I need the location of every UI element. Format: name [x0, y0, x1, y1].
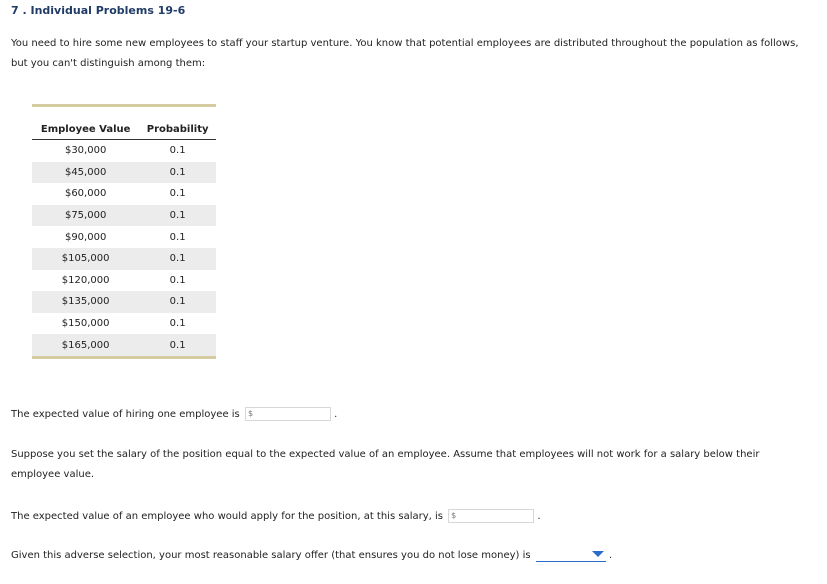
table-row: [32, 291, 216, 313]
employee-value-cell: $150,000: [61, 318, 110, 330]
sentence-period: .: [334, 409, 338, 420]
expected-value-prompt: The expected value of hiring one employee is: [11, 409, 240, 420]
applicant-value-question: [11, 507, 541, 527]
probability-cell: 0.1: [139, 162, 216, 184]
salary-offer-dropdown[interactable]: [536, 548, 606, 562]
table-row: [32, 248, 216, 270]
column-header-probability: Probability: [139, 106, 216, 140]
table-row: [32, 140, 216, 162]
probability-cell: 0.1: [169, 188, 186, 200]
employee-value-cell: $60,000: [64, 188, 107, 200]
intro-paragraph: You need to hire some new employees to staff your startup venture. You know that potential employees are distributed throughout the population as follows, but you can't distinguish among them:: [11, 38, 799, 69]
probability-cell: 0.1: [139, 334, 216, 357]
probability-cell: 0.1: [169, 145, 186, 157]
probability-cell: 0.1: [169, 318, 186, 330]
employee-value-table: [32, 104, 216, 359]
table-row: [32, 334, 216, 357]
employee-value-cell: $120,000: [61, 274, 110, 286]
employee-value-cell: $105,000: [32, 248, 139, 270]
salary-assumption-paragraph: Suppose you set the salary of the position equal to the expected value of an employee. Assume that employees will not work for a salary below their employee value.: [11, 449, 760, 480]
employee-value-cell: $135,000: [32, 291, 139, 313]
employee-value-cell: $165,000: [32, 334, 139, 357]
table-row: [32, 313, 216, 335]
salary-offer-prompt: Given this adverse selection, your most reasonable salary offer (that ensures you do not lose money) is: [11, 550, 531, 561]
probability-cell: 0.1: [169, 231, 186, 243]
dollar-prefix: $: [451, 511, 457, 520]
expected-value-input[interactable]: [245, 407, 331, 421]
table-row: [32, 183, 216, 205]
chevron-down-icon: [592, 551, 604, 557]
probability-cell: 0.1: [139, 291, 216, 313]
table-row: [32, 162, 216, 184]
table-row: [32, 226, 216, 248]
sentence-period: .: [608, 550, 613, 561]
employee-value-cell: $30,000: [64, 145, 107, 157]
sentence-period: .: [537, 511, 541, 522]
expected-value-question: [11, 405, 337, 425]
table-row: [32, 205, 216, 227]
table-row: [32, 270, 216, 292]
table-header-row: [32, 106, 216, 140]
question-title: 7 . Individual Problems 19-6: [11, 4, 186, 17]
employee-value-cell: $45,000: [32, 162, 139, 184]
applicant-value-prompt: The expected value of an employee who would apply for the position, at this salary, is: [11, 511, 443, 522]
probability-cell: 0.1: [169, 274, 186, 286]
employee-value-cell: $75,000: [32, 205, 139, 227]
employee-value-cell: $90,000: [64, 231, 107, 243]
probability-cell: 0.1: [139, 205, 216, 227]
salary-offer-question: [11, 546, 612, 566]
column-header-employee-value: Employee Value: [32, 106, 139, 140]
probability-cell: 0.1: [139, 248, 216, 270]
dollar-prefix: $: [247, 409, 254, 418]
applicant-value-input[interactable]: [448, 509, 534, 523]
